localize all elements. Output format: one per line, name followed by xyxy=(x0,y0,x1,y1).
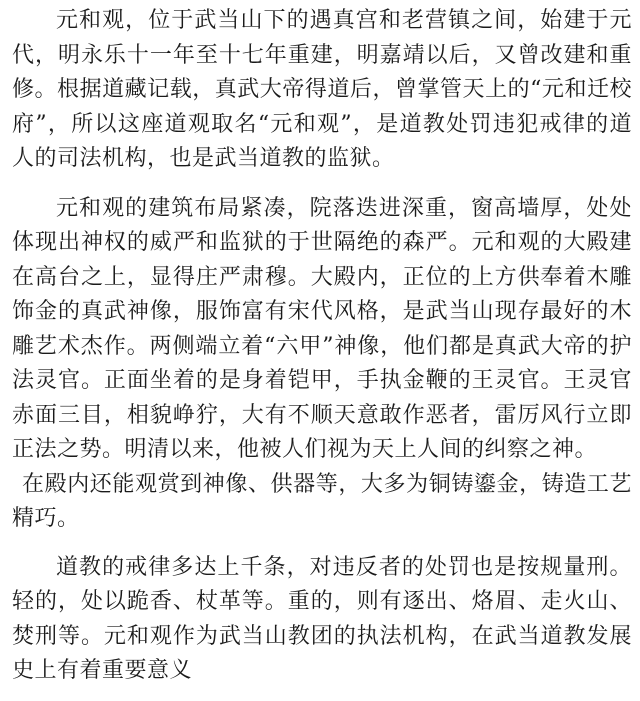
document-body xyxy=(12,4,632,689)
paragraph-hall-artifacts: 在殿内还能观赏到神像、供器等，大多为铜铸鎏金，铸造工艺精巧。 xyxy=(12,471,632,531)
paragraph-architecture: 元和观的建筑布局紧凑，院落迭进深重，窗高墙厚，处处体现出神权的威严和监狱的于世隔绝的森严。元和观的大殿建在高台之上，显得庄严肃穆。大殿内，正位的上方供奉着木雕饰金的真武神像，服饰富有宋代风格，是武当山现存最好的木雕艺术杰作。两侧端立着“六甲”神像，他们都是真武大帝的护法灵官。正面坐着的是身着铠甲，手执金鞭的王灵官。王灵官赤面三目，相貌峥狞，大有不顺天意敢作恶者，雷厉风行立即正法之势。明清以来，他被人们视为天上人间的纠察之神。 xyxy=(12,195,632,462)
paragraph-precepts: 道教的戒律多达上千条，对违反者的处罚也是按规量刑。轻的，处以跪香、杖革等。重的，则有逐出、烙眉、走火山、焚刑等。元和观作为武当山教团的执法机构，在武当道教发展史上有着重要意义 xyxy=(12,554,632,683)
paragraph-history: 元和观，位于武当山下的遇真宫和老营镇之间，始建于元代，明永乐十一年至十七年重建，明嘉靖以后，又曾改建和重修。根据道藏记载，真武大帝得道后，曾掌管天上的“元和迁校府”，所以这座道观取名“元和观”，是道教处罚违犯戒律的道人的司法机构，也是武当道教的监狱。 xyxy=(12,8,632,171)
